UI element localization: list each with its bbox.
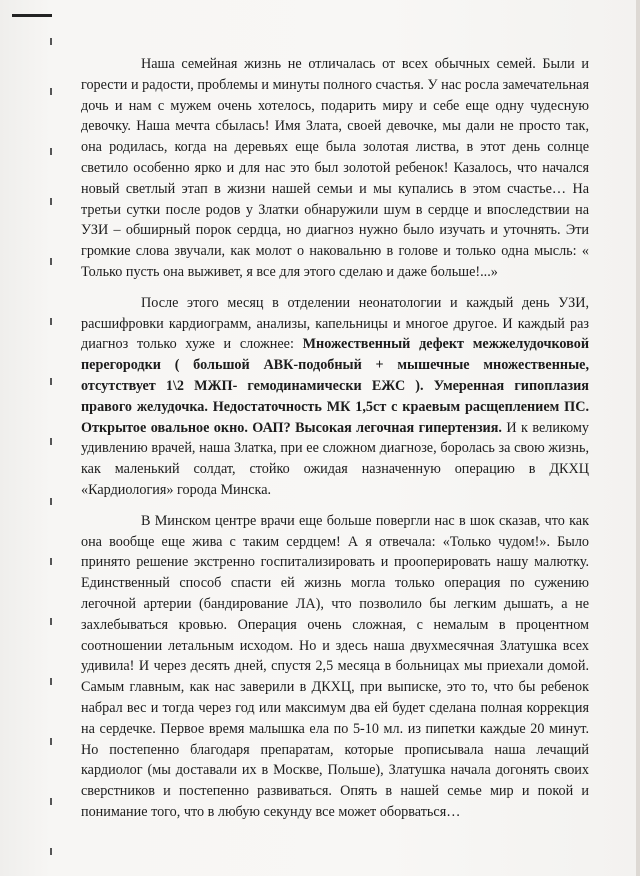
binding-hole-mark [50, 558, 52, 565]
binding-hole-mark [50, 148, 52, 155]
binding-hole-mark [50, 678, 52, 685]
binding-hole-mark [50, 378, 52, 385]
paragraph-diagnosis [81, 293, 589, 501]
paragraph-family-story [81, 54, 589, 283]
binding-hole-mark [50, 38, 52, 45]
binding-hole-mark [50, 438, 52, 445]
paragraph-minsk-surgery [81, 511, 589, 823]
binding-hole-mark [50, 848, 52, 855]
paragraph-text: После этого месяц в отделении неонатологии и каждый день УЗИ, расшифровки кардиограмм, анализы, капельницы и многое другое. И каждый раз диагноз только хуже и сложнее: [81, 294, 589, 353]
binding-hole-mark [50, 258, 52, 265]
scan-top-mark [12, 14, 52, 17]
binding-hole-mark [50, 498, 52, 505]
binding-hole-mark [50, 618, 52, 625]
binding-hole-mark [50, 798, 52, 805]
diagnosis-text: Множественный дефект межжелудочковой перегородки ( большой АВК-подобный + мышечные множественные, отсутствует 1\2 МЖП- гемодинамически ЕЖС ). Умеренная гипоплазия правого желудочка. Недостаточность МК 1,5ст с краевым расщеплением ПС. Открытое овальное окно. ОАП? Высокая легочная гипертензия. [81, 336, 590, 436]
paragraph-text: И к великому удивлению врачей, наша Златка, при ее сложном диагнозе, боролась за свою жизнь, как маленький солдат, стойко ожидая назначенную операцию в ДКХЦ «Кардиология» города Минска. [81, 419, 589, 498]
page-edge-shadow [636, 0, 640, 876]
binding-hole-mark [50, 198, 52, 205]
binding-hole-mark [50, 738, 52, 745]
binding-hole-mark [50, 88, 52, 95]
binding-hole-mark [50, 318, 52, 325]
document-body [81, 54, 589, 823]
paragraph-text: Наша семейная жизнь не отличалась от всех обычных семей. Были и горести и радости, проблемы и минуты полного счастья. У нас росла замечательная дочь и нам с мужем очень хотелось, подарить миру и себе еще одну чудесную девочку. Наша мечта сбылась! Имя Злата, своей девочке, мы дали не просто так, она родилась, когда на деревьях еще была золотая листва, в этот день солнце светило особенно ярко и для нас это был золотой ребенок! Казалось, что начался новый светлый этап в жизни нашей семьи и мы купались в этом счастье… На третьи сутки после родов у Златки обнаружили шум в сердце и впоследствии на УЗИ – обширный порок сердца, но диагноз нужно было изучать и уточнять. Эти громкие слова звучали, как молот о наковальню в голове и только одна мысль: « Только пусть она выживет, я все для этого сделаю и даже больше!...» [81, 56, 589, 280]
paragraph-text: В Минском центре врачи еще больше повергли нас в шок сказав, что как она вообще еще жива с таким сердцем! А я отвечала: «Только чудом!». Было принято решение экстренно госпитализировать и прооперировать нашу малютку. Единственный способ спасти ей жизнь могла только операция по сужению легочной артерии (бандирование ЛА), что позволило бы легким дышать, а не захлебываться кровью. Операция очень сложная, с немалым в процентном соотношении летальным исходом. Но и здесь наша двухмесячная Златушка всех удивила! И через десять дней, спустя 2,5 месяца в больницах мы приехали домой. Самым главным, как нас заверили в ДКХЦ, при выписке, это то, что бы ребенок набрал вес и тогда через год или максимум два ей будет сделана полная коррекция на сердечке. Первое время малышка ела по 5-10 мл. из пипетки каждые 20 минут. Но постепенно благодаря препаратам, которые прописывала наша лечащий кардиолог (мы доставали их в Москве, Польше), Златушка начала догонять своих сверстников и постепенно развиваться. Опять в нашей семье мир и покой и понимание того, что в любую секунду все может оборваться… [81, 512, 589, 820]
